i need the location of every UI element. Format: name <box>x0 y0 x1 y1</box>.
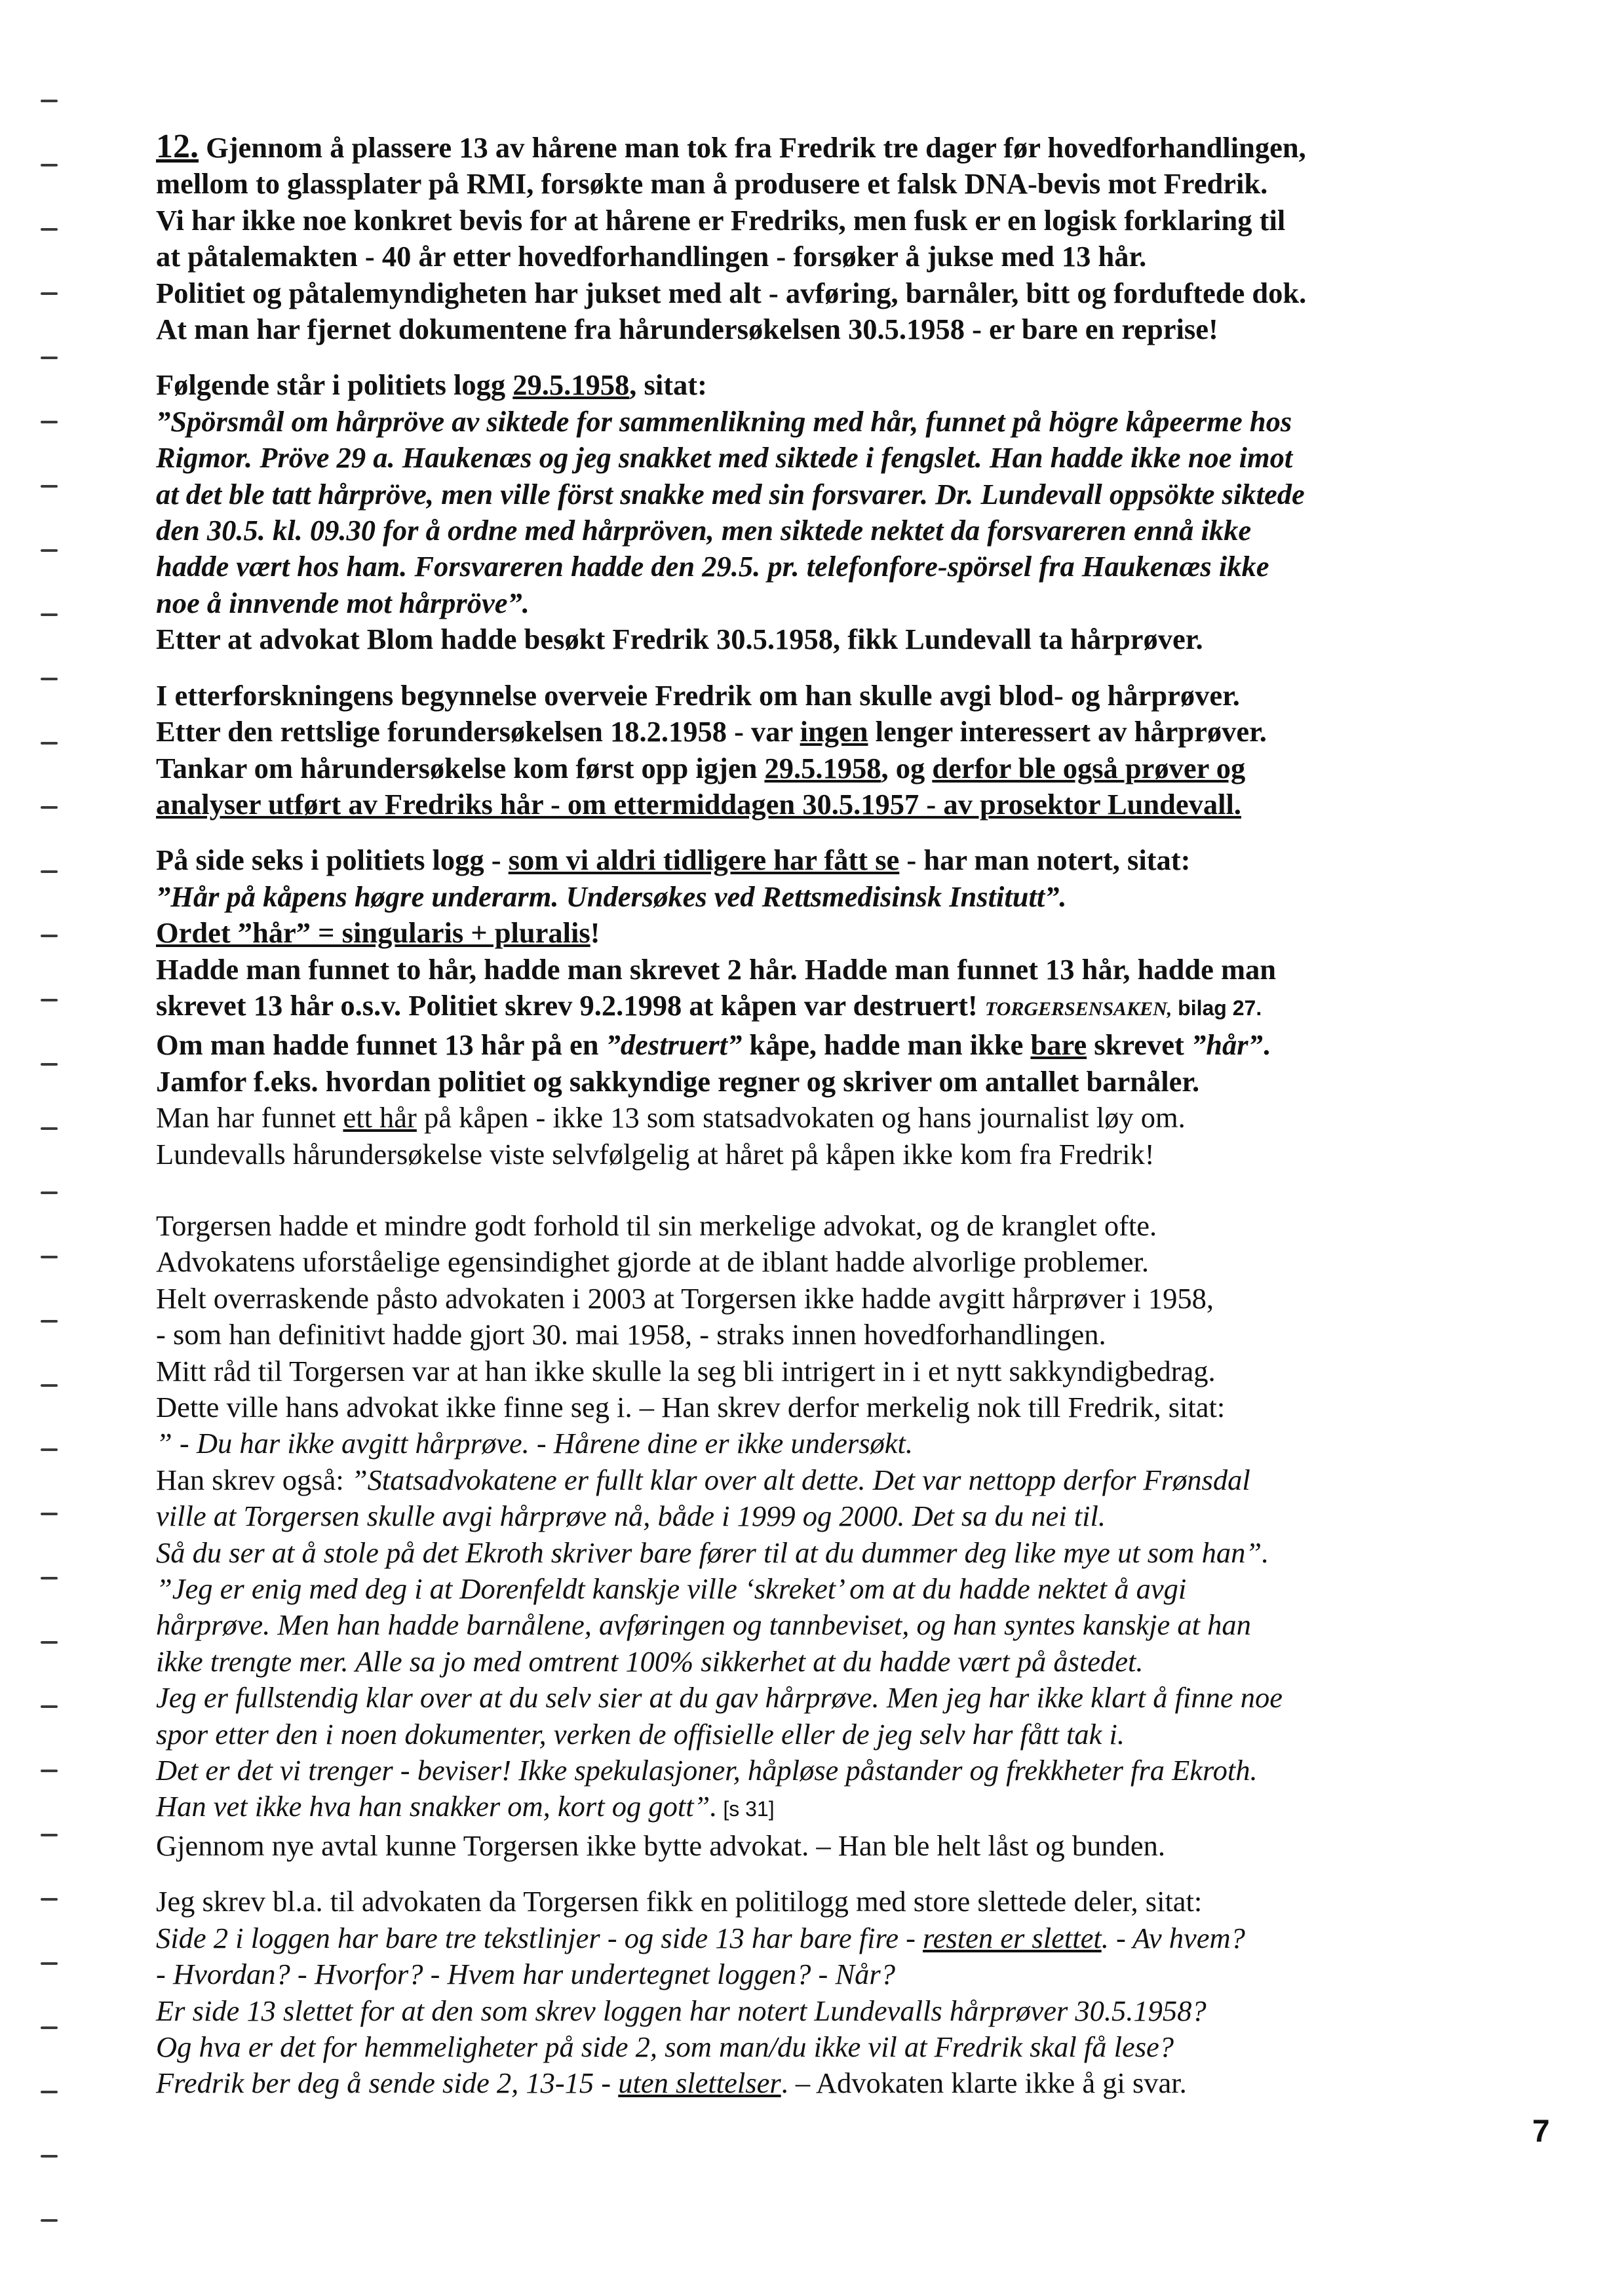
text-line: Vi har ikke noe konkret bevis for at hårene er Fredriks, men fusk er en logisk forklaring til <box>156 203 1286 237</box>
quote-line: noe å innvende mot hårpröve”. <box>156 586 530 619</box>
text-line: Jeg skrev bl.a. til advokaten da Torgersen fikk en politilogg med store slettede deler, sitat: <box>156 1885 1203 1918</box>
text-line: analyser utført av Fredriks hår - om ettermiddagen 30.5.1957 - av prosektor Lundevall. <box>156 787 1241 821</box>
margin-tick <box>41 935 58 937</box>
margin-tick <box>41 1705 58 1708</box>
margin-tick <box>41 549 58 552</box>
margin-tick <box>41 806 58 809</box>
quote-line: ” - Du har ikke avgitt hårprøve. - Hårene dine er ikke undersøkt. <box>156 1427 914 1460</box>
paragraph-deleted-log <box>156 1884 1493 2101</box>
text-line: Han vet ikke hva han snakker om, kort og gott”. [s 31] <box>156 1790 775 1823</box>
quote-line: Det er det vi trenger - beviser! Ikke spekulasjoner, håpløse påstander og frekkheter fra Ekroth. <box>156 1754 1258 1787</box>
margin-tick <box>41 357 58 359</box>
text-line: Etter at advokat Blom hadde besøkt Fredrik 30.5.1958, fikk Lundevall ta hårprøver. <box>156 623 1203 656</box>
margin-tick <box>41 678 58 680</box>
text-line: Dette ville hans advokat ikke finne seg i. – Han skrev derfor merkelig nok till Fredrik, sitat: <box>156 1391 1226 1424</box>
margin-tick <box>41 1448 58 1451</box>
margin-tick <box>41 742 58 745</box>
paragraph-investigation <box>156 678 1493 823</box>
text-line: - som han definitivt hadde gjort 30. mai 1958, - straks innen hovedforhandlingen. <box>156 1318 1106 1351</box>
margin-tick <box>41 1577 58 1579</box>
text-line: Ordet ”hår” = singularis + pluralis! <box>156 916 600 950</box>
text-line: 12. Gjennom å plassere 13 av hårene man tok fra Fredrik tre dager før hovedforhandlingen, <box>156 128 1306 165</box>
margin-tick <box>41 1770 58 1772</box>
quote-line: spor etter den i noen dokumenter, verken de offisielle eller de jeg selv har fått tak i. <box>156 1717 1125 1751</box>
margin-tick <box>41 1834 58 1836</box>
quote-line: ”Hår på kåpens høgre underarm. Undersøkes ved Rettsmedisinsk Institutt”. <box>156 880 1067 913</box>
text-line: Jamfor f.eks. hvordan politiet og sakkyndige regner og skriver om antallet barnåler. <box>156 1064 1200 1098</box>
quote-line: Jeg er fullstendig klar over at du selv sier at du gav hårprøve. Men jeg har ikke klart å finne noe <box>156 1681 1283 1714</box>
text-line: Torgersen hadde et mindre godt forhold til sin merkelige advokat, og de kranglet ofte. <box>156 1209 1157 1242</box>
margin-tick <box>41 2026 58 2029</box>
document-body <box>156 128 1493 2121</box>
margin-tick <box>41 421 58 423</box>
margin-tick <box>41 2219 58 2222</box>
quote-line: Rigmor. Pröve 29 a. Haukenæs og jeg snakket med siktede i fengslet. Han hadde ikke noe imot <box>156 441 1293 475</box>
margin-tick <box>41 1641 58 1644</box>
text-line: mellom to glassplater på RMI, forsøkte man å produsere et falsk DNA-bevis mot Fredrik. <box>156 167 1268 201</box>
quote-line: Side 2 i loggen har bare tre tekstlinjer - og side 13 har bare fire - resten er slettet. - Av hvem? <box>156 1921 1245 1954</box>
quote-line: Så du ser at å stole på det Ekroth skriver bare fører til at du dummer deg like mye ut som han”. <box>156 1536 1269 1569</box>
margin-tick <box>41 100 58 102</box>
margin-tick <box>41 292 58 295</box>
margin-tick <box>41 2155 58 2158</box>
margin-tick <box>41 228 58 231</box>
margin-tick <box>41 1513 58 1515</box>
margin-tick <box>41 1256 58 1258</box>
text-line: Etter den rettslige forundersøkelsen 18.2.1958 - var ingen lenger interessert av hårprøver. <box>156 715 1267 748</box>
quote-line: ”Spörsmål om hårpröve av siktede for sammenlikning med hår, funnet på högre kåpeerme hos <box>156 404 1292 438</box>
text-line: Om man hadde funnet 13 hår på en ”destruert” kåpe, hadde man ikke bare skrevet ”hår”. <box>156 1028 1270 1062</box>
text-line: at påtalemakten - 40 år etter hovedforhandlingen - forsøker å jukse med 13 hår. <box>156 240 1147 273</box>
text-line: Helt overraskende påsto advokaten i 2003 at Torgersen ikke hadde avgitt hårprøver i 1958, <box>156 1281 1214 1315</box>
margin-tick <box>41 164 58 166</box>
paragraph-advocate-letters <box>156 1208 1493 1864</box>
quote-line: ikke trengte mer. Alle sa jo med omtrent 100% sikkerhet at du hadde vært på åstedet. <box>156 1644 1144 1678</box>
margin-tick <box>41 1962 58 1965</box>
margin-tick <box>41 485 58 488</box>
margin-tick <box>41 1063 58 1066</box>
text-line: Advokatens uforståelige egensindighet gjorde at de iblant hadde alvorlige problemer. <box>156 1245 1149 1279</box>
margin-tick <box>41 870 58 873</box>
quote-line: hårprøve. Men han hadde barnålene, avføringen og tannbeviset, og han syntes kanskje at han <box>156 1608 1251 1642</box>
text-line: I etterforskningens begynnelse overveie Fredrik om han skulle avgi blod- og hårprøver. <box>156 678 1240 712</box>
paragraph-12-dna <box>156 128 1493 347</box>
text-line: Politiet og påtalemyndigheten har jukset med alt - avføring, barnåler, bitt og forduftede dok. <box>156 276 1307 309</box>
text-line: Lundevalls hårundersøkelse viste selvfølgelig at håret på kåpen ikke kom fra Fredrik! <box>156 1137 1155 1171</box>
quote-line: hadde vært hos ham. Forsvareren hadde den 29.5. pr. telefonfore-spörsel fra Haukenæs ikke <box>156 550 1269 583</box>
text-line: Han skrev også: ”Statsadvokatene er fullt klar over alt dette. Det var nettopp derfor Frønsdal <box>156 1463 1250 1496</box>
section-number: 12. <box>156 128 199 165</box>
margin-tick <box>41 1898 58 1901</box>
margin-tick <box>41 1191 58 1194</box>
margin-tick <box>41 999 58 1001</box>
text-line: Fredrik ber deg å sende side 2, 13-15 - uten slettelser. – Advokaten klarte ikke å gi svar. <box>156 2066 1187 2100</box>
quote-line: Er side 13 slettet for at den som skrev loggen har notert Lundevalls hårprøver 30.5.1958? <box>156 1994 1207 2027</box>
text-line: Følgende står i politiets logg 29.5.1958, sitat: <box>156 368 707 402</box>
quote-line: Og hva er det for hemmeligheter på side 2, som man/du ikke vil at Fredrik skal få lese? <box>156 2030 1174 2063</box>
page-number: 7 <box>1532 2114 1550 2149</box>
text-line: Man har funnet ett hår på kåpen - ikke 13 som statsadvokaten og hans journalist løy om. <box>156 1101 1186 1134</box>
text-line: Hadde man funnet to hår, hadde man skrevet 2 hår. Hadde man funnet 13 hår, hadde man <box>156 952 1277 986</box>
text-line: På side seks i politiets logg - som vi aldri tidligere har fått se - har man notert, sitat: <box>156 843 1191 877</box>
margin-tick <box>41 1127 58 1130</box>
quote-line: - Hvordan? - Hvorfor? - Hvem har undertegnet loggen? - Når? <box>156 1958 895 1991</box>
margin-tick <box>41 1384 58 1387</box>
binding-margin-ticks <box>41 0 60 2286</box>
margin-tick <box>41 613 58 616</box>
paragraph-police-log-quote <box>156 367 1493 657</box>
text-line: Gjennom nye avtal kunne Torgersen ikke bytte advokat. – Han ble helt låst og bunden. <box>156 1829 1166 1862</box>
text-line: skrevet 13 hår o.s.v. Politiet skrev 9.2.1998 at kåpen var destruert! TORGERSENSAKEN, bilag 27. <box>156 988 1262 1022</box>
text-line: Tankar om hårundersøkelse kom først opp igjen 29.5.1958, og derfor ble også prøver og <box>156 751 1246 785</box>
quote-line: ville at Torgersen skulle avgi hårprøve nå, både i 1999 og 2000. Det sa du nei til. <box>156 1500 1106 1533</box>
quote-line: den 30.5. kl. 09.30 for å ordne med hårpröven, men siktede nektet da forsvareren ennå ikke <box>156 514 1252 547</box>
quote-line: ”Jeg er enig med deg i at Dorenfeldt kanskje ville ‘skreket’ om at du hadde nektet å avgi <box>156 1572 1187 1606</box>
text-line: At man har fjernet dokumentene fra hårundersøkelsen 30.5.1958 - er bare en reprise! <box>156 313 1218 346</box>
quote-line: at det ble tatt hårpröve, men ville först snakke med sin forsvarer. Dr. Lundevall oppsökte siktede <box>156 477 1305 511</box>
text-line: Mitt råd til Torgersen var at han ikke skulle la seg bli intrigert in i et nytt sakkyndigbedrag. <box>156 1354 1216 1387</box>
margin-tick <box>41 2091 58 2093</box>
paragraph-hair-count <box>156 842 1493 1172</box>
margin-tick <box>41 1320 58 1323</box>
